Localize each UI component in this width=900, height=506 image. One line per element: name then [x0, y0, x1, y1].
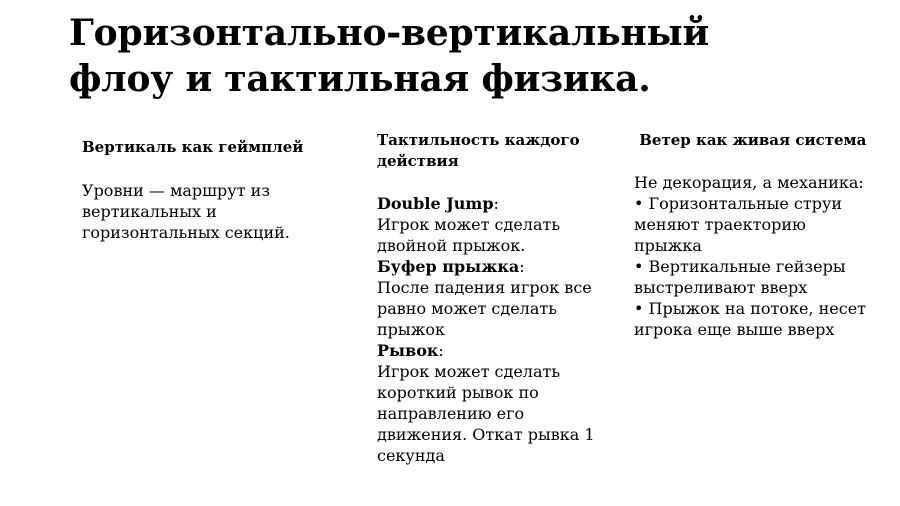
mechanic-description: Игрок может сделать двойной прыжок.: [377, 215, 561, 255]
mechanic-jump-buffer: [377, 256, 612, 340]
mechanic-term: Double Jump: [377, 194, 494, 213]
bullet-item: • Вертикальные гейзеры выстреливают вверх: [634, 256, 874, 298]
column-heading: Ветер как живая система: [634, 131, 867, 149]
slide-title-line-1: Горизонтально-вертикальный: [69, 12, 710, 54]
term-separator: :: [493, 194, 499, 213]
bullet-item: • Горизонтальные струи меняют траекторию прыжка: [634, 193, 874, 256]
slide-title: [69, 10, 869, 102]
mechanic-description: После падения игрок все равно может сделать прыжок: [377, 278, 592, 339]
column-intro: Не декорация, а механика:: [634, 173, 864, 192]
column-heading: Тактильность каждого действия: [377, 131, 580, 170]
column-body: Уровни — маршрут из вертикальных и горизонтальных секций.: [82, 181, 290, 242]
column-vertical-gameplay: [82, 137, 342, 243]
column-wind-system: [634, 130, 874, 340]
mechanic-dash: [377, 340, 612, 466]
column-heading: Вертикаль как геймплей: [82, 138, 304, 156]
mechanic-description: Игрок может сделать короткий рывок по направлению его движения. Откат рывка 1 секунда: [377, 362, 595, 465]
mechanic-double-jump: [377, 193, 612, 256]
term-separator: :: [438, 341, 444, 360]
column-tactility: [377, 130, 612, 466]
mechanic-term: Рывок: [377, 341, 439, 360]
bullet-item: • Прыжок на потоке, несет игрока еще выше вверх: [634, 298, 874, 340]
term-separator: :: [519, 257, 525, 276]
mechanic-term: Буфер прыжка: [377, 257, 520, 276]
slide-title-line-2: флоу и тактильная физика.: [69, 58, 651, 100]
